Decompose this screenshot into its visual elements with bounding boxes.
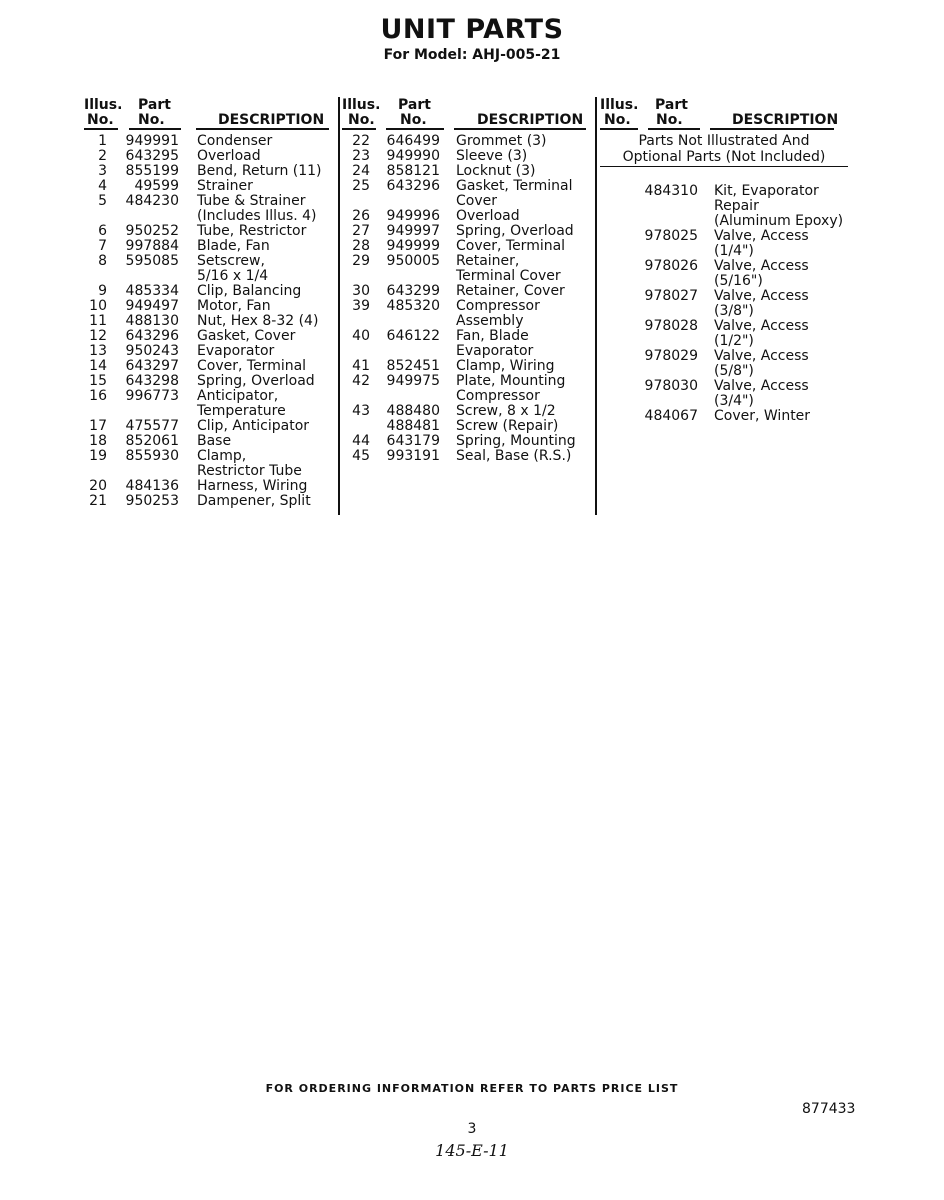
table-row	[342, 284, 586, 299]
optional-parts-note	[600, 133, 848, 165]
illus-no: 19	[89, 448, 107, 464]
part-description: Cover	[456, 193, 497, 209]
part-description: Overload	[197, 148, 261, 164]
illus-no: 28	[352, 238, 370, 254]
part-description: Spring, Overload	[197, 373, 315, 389]
part-no: 852451	[386, 358, 440, 374]
part-description: Seal, Base (R.S.)	[456, 448, 572, 464]
table-row	[84, 194, 329, 209]
table-row	[84, 404, 329, 419]
part-description: (Aluminum Epoxy)	[714, 213, 844, 229]
table-row	[600, 244, 848, 259]
part-no: 949991	[125, 133, 179, 149]
part-description: Strainer	[197, 178, 253, 194]
header-rule	[342, 128, 376, 130]
illus-no: 2	[98, 148, 107, 164]
header-rule	[129, 128, 181, 130]
note-line: Optional Parts (Not Included)	[622, 149, 826, 165]
table-row	[84, 389, 329, 404]
parts-table-2	[342, 98, 586, 464]
part-description: Compressor	[456, 298, 540, 314]
part-description: Kit, Evaporator	[714, 183, 819, 199]
ordering-info-footer: FOR ORDERING INFORMATION REFER TO PARTS PRICE LIST	[265, 1082, 679, 1095]
part-description: (5/8")	[714, 363, 754, 379]
illus-no: 14	[89, 358, 107, 374]
part-description: Sleeve (3)	[456, 148, 528, 164]
illus-no: 30	[352, 283, 370, 299]
table-row	[84, 434, 329, 449]
part-no: 996773	[125, 388, 179, 404]
part-description: Base	[197, 433, 232, 449]
part-no: 978030	[644, 378, 698, 394]
table-row	[84, 284, 329, 299]
part-no: 49599	[134, 178, 179, 194]
part-description: Valve, Access	[714, 258, 809, 274]
part-no: 643179	[386, 433, 440, 449]
description-header: DESCRIPTION	[218, 112, 325, 128]
part-no: 643296	[386, 178, 440, 194]
table-row	[342, 434, 586, 449]
illus-no: 18	[89, 433, 107, 449]
handwritten-note: 145-E-11	[435, 1141, 509, 1160]
illus-no: 8	[98, 253, 107, 269]
table-row	[84, 329, 329, 344]
table-2-rows	[342, 134, 586, 464]
part-no: 949997	[386, 223, 440, 239]
part-no: 949497	[125, 298, 179, 314]
table-row	[342, 239, 586, 254]
part-no: 485334	[125, 283, 179, 299]
table-row	[600, 394, 848, 409]
illus-no: 6	[98, 223, 107, 239]
part-description: Tube & Strainer	[197, 193, 306, 209]
header-rule	[386, 128, 444, 130]
part-description: Valve, Access	[714, 228, 809, 244]
part-no: 488130	[125, 313, 179, 329]
part-no: 858121	[386, 163, 440, 179]
table-row	[600, 379, 848, 394]
table-row	[342, 374, 586, 389]
table-row	[342, 269, 586, 284]
illus-no: 40	[352, 328, 370, 344]
part-no: 643296	[125, 328, 179, 344]
part-description: Valve, Access	[714, 348, 809, 364]
table-row	[600, 199, 848, 214]
table-row	[600, 304, 848, 319]
table-row	[342, 209, 586, 224]
column-divider	[595, 97, 597, 515]
table-row	[84, 254, 329, 269]
part-description: Fan, Blade	[456, 328, 529, 344]
table-row	[600, 349, 848, 364]
table-3-header	[600, 98, 848, 130]
part-no: 595085	[125, 253, 179, 269]
table-row	[600, 409, 848, 424]
illus-header-top: Illus.	[84, 97, 123, 113]
part-description: Spring, Mounting	[456, 433, 576, 449]
table-1-rows	[84, 134, 329, 509]
illus-no: 43	[352, 403, 370, 419]
table-row	[84, 314, 329, 329]
illus-no: 25	[352, 178, 370, 194]
table-row	[600, 364, 848, 379]
part-description: Cover, Terminal	[456, 238, 566, 254]
part-no: 484136	[125, 478, 179, 494]
part-description: Tube, Restrictor	[197, 223, 307, 239]
part-description: Retainer, Cover	[456, 283, 565, 299]
parts-table-1	[84, 98, 329, 509]
table-row	[84, 464, 329, 479]
part-no: 485320	[386, 298, 440, 314]
part-description: Compressor	[456, 388, 540, 404]
table-row	[342, 389, 586, 404]
table-row	[342, 404, 586, 419]
part-description: Dampener, Split	[197, 493, 311, 509]
part-header-top: Part	[655, 97, 688, 113]
table-row	[342, 254, 586, 269]
part-description: Screw, 8 x 1/2	[456, 403, 556, 419]
part-no: 950252	[125, 223, 179, 239]
part-header-top: Part	[138, 97, 171, 113]
table-row	[342, 194, 586, 209]
part-no: 997884	[125, 238, 179, 254]
part-no: 949990	[386, 148, 440, 164]
illus-no: 11	[89, 313, 107, 329]
table-row	[84, 344, 329, 359]
table-row	[84, 239, 329, 254]
part-description: Cover, Terminal	[197, 358, 307, 374]
part-no: 950253	[125, 493, 179, 509]
part-no: 646499	[386, 133, 440, 149]
part-no: 949996	[386, 208, 440, 224]
table-row	[84, 374, 329, 389]
table-1-header	[84, 98, 329, 130]
part-description: Valve, Access	[714, 378, 809, 394]
table-row	[84, 449, 329, 464]
part-description: (1/2")	[714, 333, 754, 349]
part-description: Clip, Balancing	[197, 283, 302, 299]
part-description: Overload	[456, 208, 520, 224]
illus-no: 13	[89, 343, 107, 359]
part-description: Restrictor Tube	[197, 463, 302, 479]
illus-no: 16	[89, 388, 107, 404]
table-row	[84, 269, 329, 284]
part-description: Blade, Fan	[197, 238, 270, 254]
part-description: Evaporator	[197, 343, 275, 359]
part-no: 484067	[644, 408, 698, 424]
table-row	[84, 494, 329, 509]
description-header: DESCRIPTION	[477, 112, 584, 128]
table-row	[600, 289, 848, 304]
part-no: 484310	[644, 183, 698, 199]
illus-no: 24	[352, 163, 370, 179]
table-row	[84, 209, 329, 224]
table-3-rows	[600, 184, 848, 424]
illus-no: 10	[89, 298, 107, 314]
illus-header-bottom: No.	[348, 112, 375, 128]
part-header-top: Part	[398, 97, 431, 113]
illus-no: 21	[89, 493, 107, 509]
part-no: 643295	[125, 148, 179, 164]
illus-no: 1	[98, 133, 107, 149]
table-row	[342, 419, 586, 434]
table-row	[84, 164, 329, 179]
illus-no: 26	[352, 208, 370, 224]
illus-no: 29	[352, 253, 370, 269]
illus-no: 41	[352, 358, 370, 374]
part-description: (3/4")	[714, 393, 754, 409]
part-description: Repair	[714, 198, 759, 214]
illus-no: 39	[352, 298, 370, 314]
table-row	[342, 359, 586, 374]
part-no: 484230	[125, 193, 179, 209]
illus-no: 12	[89, 328, 107, 344]
page-number: 3	[467, 1121, 477, 1137]
part-no: 950005	[386, 253, 440, 269]
part-no: 488480	[386, 403, 440, 419]
part-description: 5/16 x 1/4	[197, 268, 269, 284]
part-description: Assembly	[456, 313, 524, 329]
table-row	[342, 164, 586, 179]
table-row	[84, 479, 329, 494]
header-rule	[600, 128, 638, 130]
part-description: Screw (Repair)	[456, 418, 559, 434]
page-title: UNIT PARTS	[380, 14, 564, 45]
part-no: 643299	[386, 283, 440, 299]
illus-header-bottom: No.	[604, 112, 631, 128]
part-no: 978026	[644, 258, 698, 274]
table-2-header	[342, 98, 586, 130]
table-row	[600, 259, 848, 274]
part-description: Bend, Return (11)	[197, 163, 322, 179]
part-description: Clamp,	[197, 448, 247, 464]
part-header-bottom: No.	[400, 112, 427, 128]
part-no: 950243	[125, 343, 179, 359]
illus-no: 17	[89, 418, 107, 434]
table-row	[342, 314, 586, 329]
part-description: Valve, Access	[714, 288, 809, 304]
part-description: Retainer,	[456, 253, 520, 269]
table-row	[342, 149, 586, 164]
illus-no: 7	[98, 238, 107, 254]
part-header-bottom: No.	[656, 112, 683, 128]
table-row	[84, 299, 329, 314]
table-row	[600, 334, 848, 349]
illus-header-bottom: No.	[87, 112, 114, 128]
illus-no: 22	[352, 133, 370, 149]
part-no: 475577	[125, 418, 179, 434]
part-no: 949975	[386, 373, 440, 389]
part-description: Plate, Mounting	[456, 373, 566, 389]
table-row	[342, 344, 586, 359]
table-row	[600, 214, 848, 229]
part-no: 993191	[386, 448, 440, 464]
part-no: 978028	[644, 318, 698, 334]
part-description: Harness, Wiring	[197, 478, 308, 494]
part-description: Locknut (3)	[456, 163, 536, 179]
illus-no: 3	[98, 163, 107, 179]
table-row	[342, 329, 586, 344]
part-no: 646122	[386, 328, 440, 344]
part-description: Grommet (3)	[456, 133, 547, 149]
part-no: 488481	[386, 418, 440, 434]
document-number: 877433	[802, 1101, 856, 1117]
part-no: 978027	[644, 288, 698, 304]
part-no: 643297	[125, 358, 179, 374]
part-description: Clip, Anticipator	[197, 418, 310, 434]
table-row	[84, 359, 329, 374]
illus-no: 23	[352, 148, 370, 164]
part-no: 949999	[386, 238, 440, 254]
part-no: 855199	[125, 163, 179, 179]
table-row	[600, 274, 848, 289]
table-row	[342, 179, 586, 194]
model-subtitle: For Model: AHJ-005-21	[383, 47, 561, 63]
part-description: Clamp, Wiring	[456, 358, 555, 374]
illus-no: 20	[89, 478, 107, 494]
part-description: Valve, Access	[714, 318, 809, 334]
table-row	[342, 299, 586, 314]
note-line: Parts Not Illustrated And	[638, 133, 810, 149]
header-rule	[84, 128, 118, 130]
table-row	[84, 134, 329, 149]
description-header: DESCRIPTION	[732, 112, 839, 128]
part-description: (1/4")	[714, 243, 754, 259]
part-description: (Includes Illus. 4)	[197, 208, 317, 224]
table-row	[600, 229, 848, 244]
part-description: (3/8")	[714, 303, 754, 319]
illus-no: 4	[98, 178, 107, 194]
part-description: Gasket, Terminal	[456, 178, 573, 194]
table-row	[600, 184, 848, 199]
illus-header-top: Illus.	[600, 97, 639, 113]
illus-no: 27	[352, 223, 370, 239]
illus-no: 9	[98, 283, 107, 299]
part-description: Terminal Cover	[456, 268, 561, 284]
table-row	[342, 134, 586, 149]
table-row	[84, 179, 329, 194]
part-no: 852061	[125, 433, 179, 449]
note-rule	[600, 166, 848, 167]
table-row	[84, 149, 329, 164]
table-row	[84, 419, 329, 434]
part-description: Nut, Hex 8-32 (4)	[197, 313, 319, 329]
part-no: 643298	[125, 373, 179, 389]
illus-no: 42	[352, 373, 370, 389]
part-description: Anticipator,	[197, 388, 279, 404]
header-rule	[648, 128, 700, 130]
table-row	[600, 319, 848, 334]
table-row	[342, 224, 586, 239]
part-description: Motor, Fan	[197, 298, 271, 314]
part-description: Spring, Overload	[456, 223, 574, 239]
header-rule	[454, 128, 586, 130]
parts-table-3	[600, 97, 848, 424]
part-description: (5/16")	[714, 273, 763, 289]
part-no: 855930	[125, 448, 179, 464]
part-no: 978029	[644, 348, 698, 364]
part-description: Temperature	[197, 403, 286, 419]
part-description: Condenser	[197, 133, 273, 149]
part-description: Setscrew,	[197, 253, 265, 269]
part-description: Cover, Winter	[714, 408, 811, 424]
part-no: 978025	[644, 228, 698, 244]
header-rule	[710, 128, 834, 130]
illus-no: 15	[89, 373, 107, 389]
part-header-bottom: No.	[138, 112, 165, 128]
header-rule	[196, 128, 329, 130]
illus-header-top: Illus.	[342, 97, 381, 113]
part-description: Gasket, Cover	[197, 328, 296, 344]
table-row	[342, 449, 586, 464]
table-row	[84, 224, 329, 239]
illus-no: 44	[352, 433, 370, 449]
illus-no: 45	[352, 448, 370, 464]
part-description: Evaporator	[456, 343, 534, 359]
illus-no: 5	[98, 193, 107, 209]
